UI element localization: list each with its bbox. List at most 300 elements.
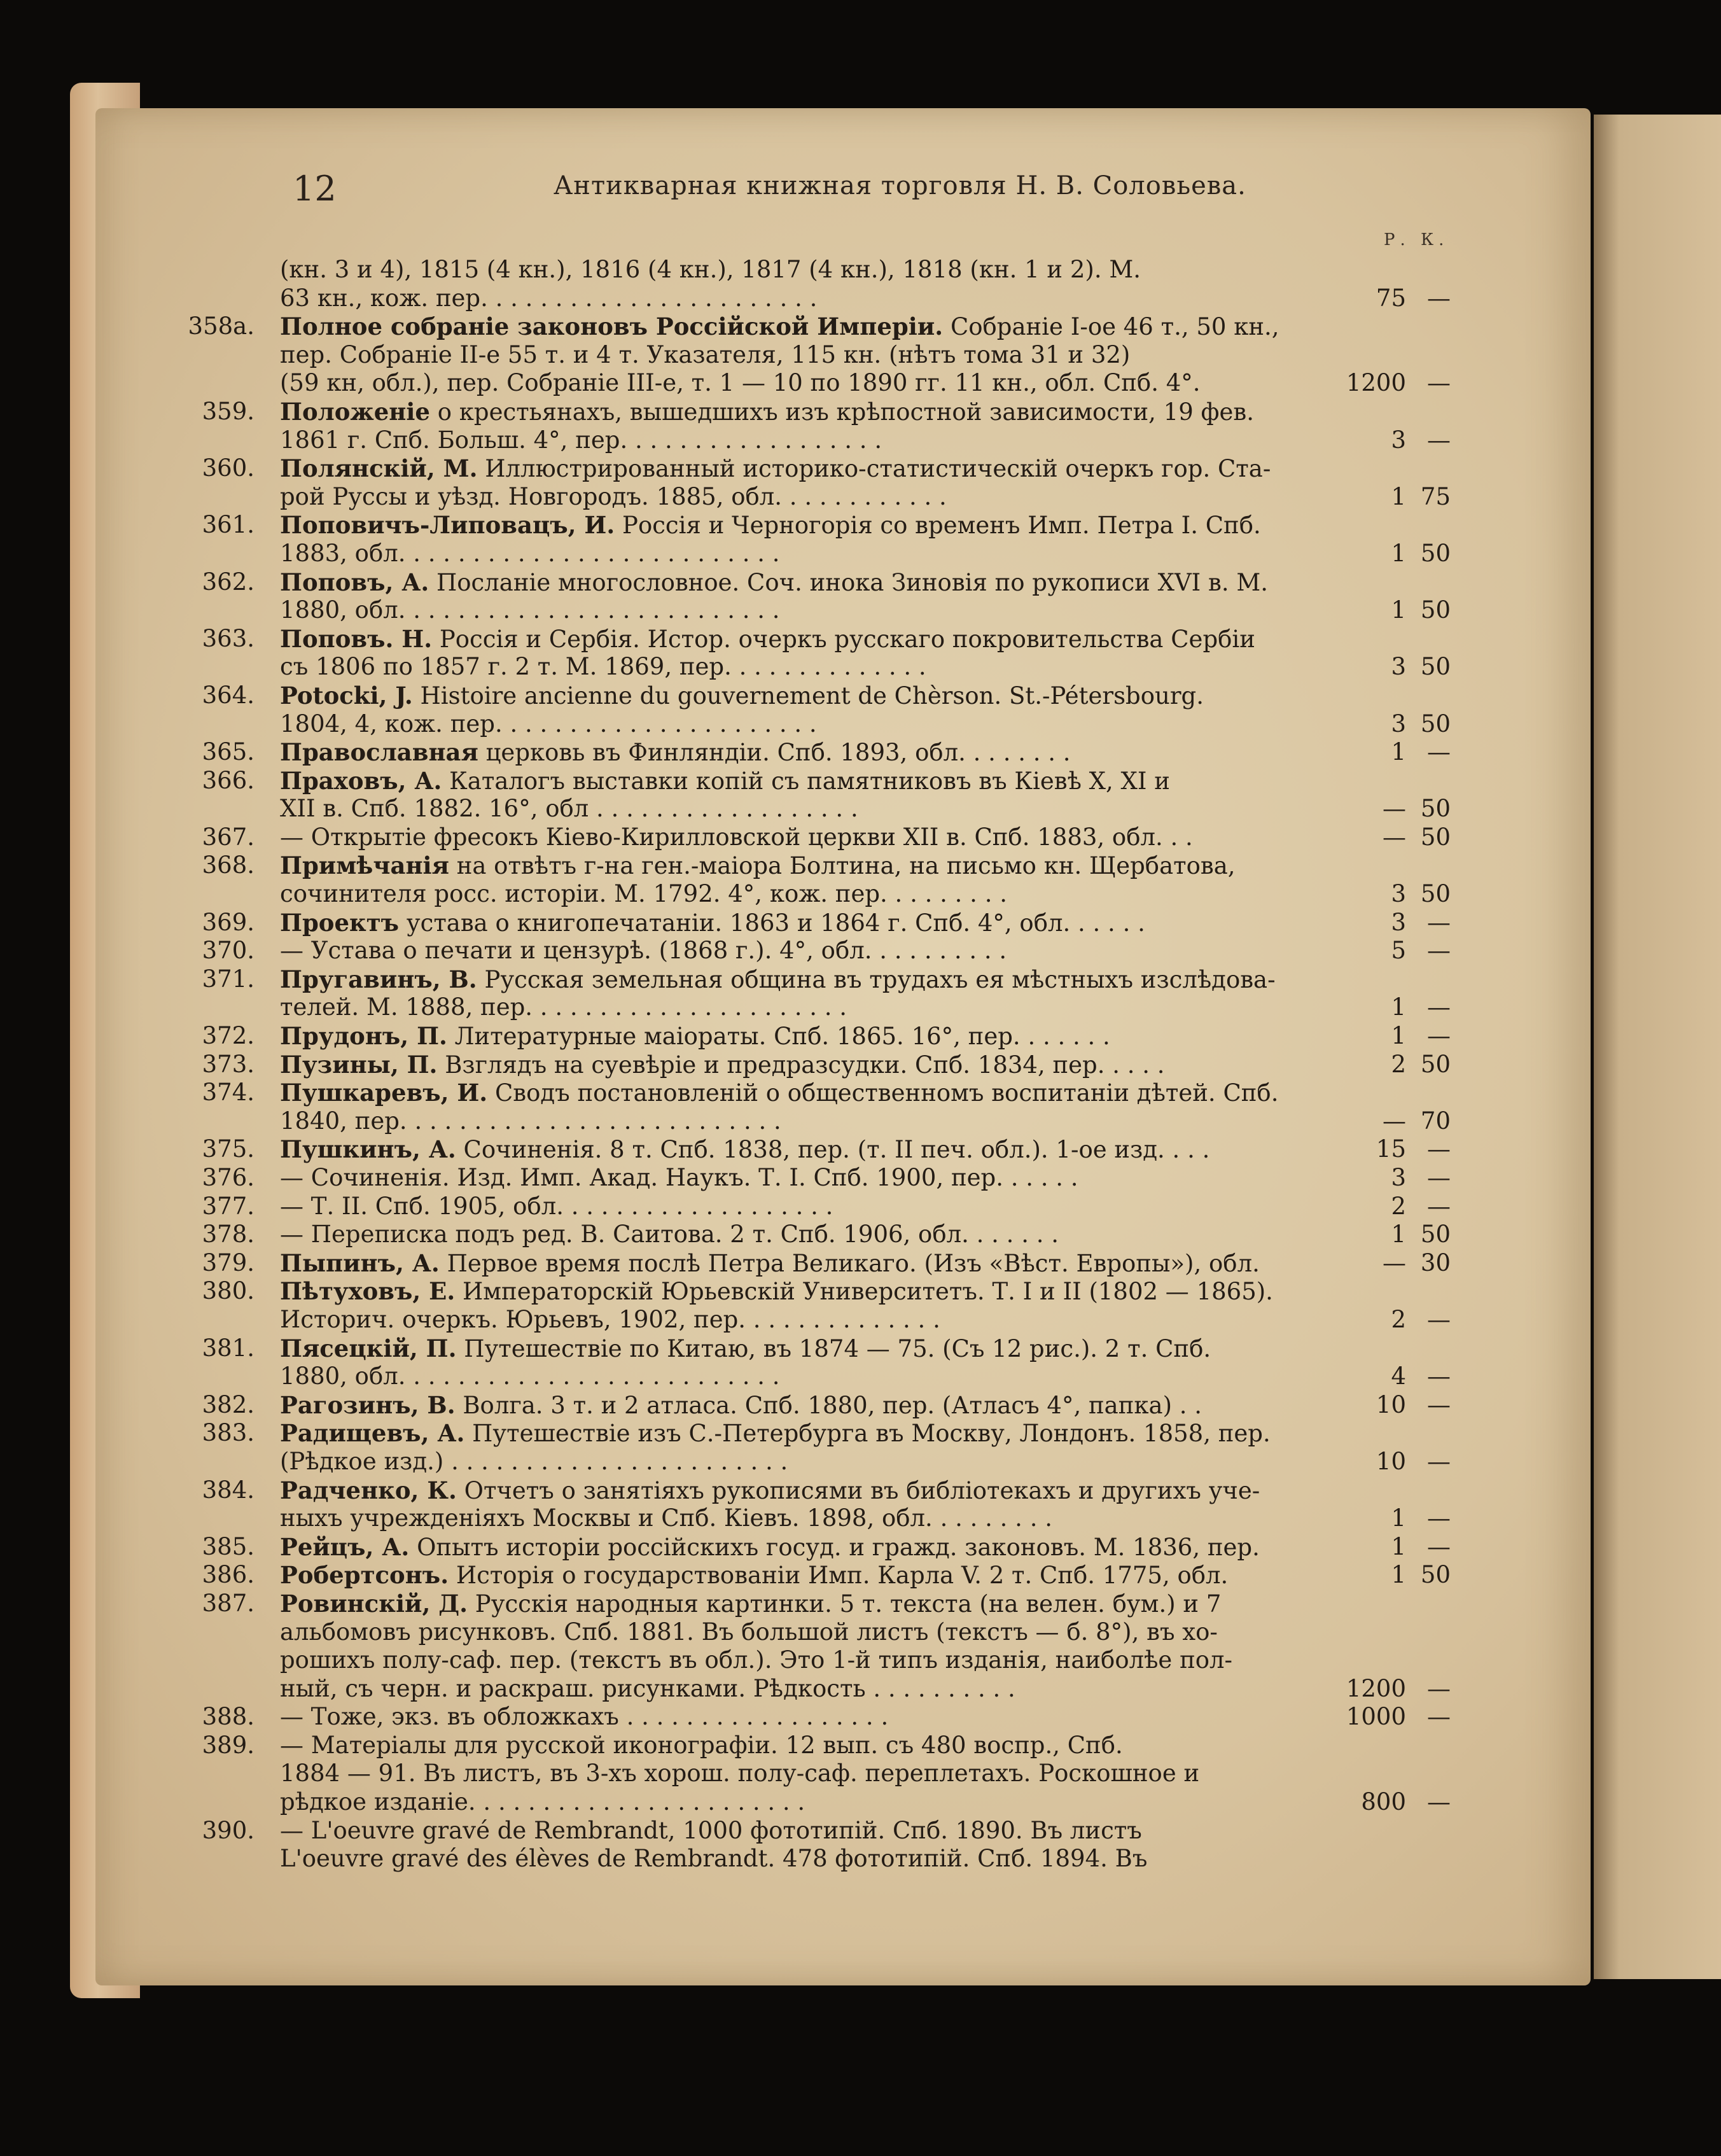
price-kopecks: 30: [1420, 1249, 1451, 1277]
price-rubles: 3: [1391, 908, 1406, 936]
entry-author: Potocki, J.: [280, 681, 413, 710]
entry-number: 369.: [202, 908, 254, 936]
price-rubles: 5: [1391, 937, 1406, 965]
entry-price: [1336, 1249, 1451, 1278]
entry-number: 374.: [202, 1079, 254, 1107]
entry-line: [202, 1561, 1451, 1590]
entry-text: Пясецкій, П. Путешествіе по Китаю, въ 1874 — 75. (Съ 12 рис.). 2 т. Спб.: [280, 1334, 1211, 1362]
price-kopecks: —: [1427, 369, 1451, 397]
price-kopecks: 50: [1420, 539, 1451, 567]
entry-text: альбомовъ рисунковъ. Спб. 1881. Въ большой листъ (текстъ — б. 8°), въ хо-: [280, 1618, 1218, 1646]
price-kopecks: —: [1427, 1362, 1451, 1390]
entry-price: [1336, 369, 1451, 398]
price-rubles: 1: [1391, 1221, 1406, 1249]
entry-number: 367.: [202, 823, 254, 851]
entry-line: [202, 568, 1451, 597]
entry-text: Пругавинъ, В. Русская земельная община въ трудахъ ея мѣстныхъ изслѣдова-: [280, 965, 1276, 993]
entry-text: 1880, обл. . . . . . . . . . . . . . . . . . . . . . . . . .: [280, 596, 780, 624]
entry-author: Православная: [280, 738, 478, 767]
entry-price: [1336, 1675, 1451, 1704]
entry-text: 1861 г. Спб. Больш. 4°, пер. . . . . . . . . . . . . . . . . .: [280, 426, 882, 454]
entry-line: [202, 1589, 1451, 1618]
catalog-entry: [202, 965, 1451, 1022]
entry-line: [280, 1760, 1451, 1788]
entry-price: [1336, 653, 1451, 682]
entry-number: 360.: [202, 454, 254, 482]
entry-line: [202, 1390, 1451, 1420]
entry-line: [202, 851, 1451, 880]
entry-price: [1336, 596, 1451, 625]
entry-price: [1336, 1107, 1451, 1136]
catalog-entry: [202, 1022, 1451, 1051]
entry-author: Примѣчанія: [280, 851, 449, 880]
entry-line: [202, 1419, 1451, 1448]
entry-number: 371.: [202, 965, 254, 993]
price-kopecks: —: [1427, 1674, 1451, 1702]
catalog-entry: [202, 1816, 1451, 1873]
entry-line: [202, 1476, 1451, 1505]
entry-text: 1883, обл. . . . . . . . . . . . . . . . . . . . . . . . . .: [280, 539, 780, 567]
entry-line: [280, 1788, 1451, 1817]
entry-number: 381.: [202, 1334, 254, 1362]
price-rubles: 3: [1391, 653, 1406, 681]
entry-text: 1880, обл. . . . . . . . . . . . . . . . . . . . . . . . . .: [280, 1362, 780, 1390]
entry-text: 1840, пер. . . . . . . . . . . . . . . . . . . . . . . . . .: [280, 1107, 781, 1135]
price-kopecks: —: [1427, 1192, 1451, 1220]
entry-text: — Переписка подъ ред. В. Саитова. 2 т. Спб. 1906, обл. . . . . . .: [280, 1221, 1059, 1249]
price-kopecks: 50: [1420, 1221, 1451, 1249]
entry-text: 1804, 4, кож. пер. . . . . . . . . . . . . . . . . . . . . .: [280, 710, 817, 738]
entry-line: [202, 1022, 1451, 1051]
catalog-entry: [202, 1390, 1451, 1420]
entry-line: [202, 908, 1451, 937]
entry-text: Пѣтуховъ, Е. Императорскій Юрьевскій Университетъ. Т. I и II (1802 — 1865).: [280, 1277, 1273, 1306]
entry-number: 390.: [202, 1816, 254, 1844]
entry-line: [280, 1448, 1451, 1476]
entry-line: [188, 312, 1451, 341]
entry-text: — Сочиненія. Изд. Имп. Акад. Наукъ. Т. I. Спб. 1900, пер. . . . . .: [280, 1164, 1078, 1191]
entry-line: [202, 681, 1451, 710]
entry-price: [1336, 1362, 1451, 1391]
catalog-entry: [188, 312, 1451, 398]
entry-author: Радищевъ, А.: [280, 1419, 465, 1448]
entry-price: [1336, 1051, 1451, 1079]
entry-number: 383.: [202, 1419, 254, 1447]
entry-number: 364.: [202, 681, 254, 709]
entry-number: 376.: [202, 1164, 254, 1191]
price-kopecks: —: [1427, 738, 1451, 766]
price-kopecks: 75: [1420, 482, 1451, 510]
entry-text: рошихъ полу-саф. пер. (текстъ въ обл.). Это 1-й типъ изданія, наиболѣе пол-: [280, 1646, 1233, 1674]
entry-author: Робертсонъ.: [280, 1561, 449, 1590]
entry-number: 388.: [202, 1703, 254, 1731]
entry-author: Пушкинъ, А.: [280, 1135, 456, 1164]
entry-text: — Устава о печати и цензурѣ. (1868 г.). 4°, обл. . . . . . . . . .: [280, 937, 1007, 965]
price-rubles: 800: [1361, 1788, 1406, 1816]
entry-price: [1336, 1788, 1451, 1817]
entry-line: [280, 1107, 1451, 1136]
price-kopecks: 70: [1420, 1107, 1451, 1135]
entry-line: [202, 511, 1451, 540]
entry-number: 377.: [202, 1192, 254, 1220]
entry-text: Поповичъ-Липовацъ, И. Россія и Черногорія со временъ Имп. Петра I. Спб.: [280, 511, 1261, 540]
entry-text: — Т. II. Спб. 1905, обл. . . . . . . . . . . . . . . . . . .: [280, 1192, 833, 1220]
entry-price: [1336, 823, 1451, 852]
entry-price: [1336, 1504, 1451, 1533]
catalog-entry: [202, 1277, 1451, 1334]
entry-line: [280, 284, 1451, 313]
entry-line: [202, 1135, 1451, 1164]
entry-number: 373.: [202, 1050, 254, 1078]
catalog-entry: [202, 681, 1451, 738]
entry-text: ныхъ учрежденіяхъ Москвы и Спб. Кіевъ. 1898, обл. . . . . . . . .: [280, 1504, 1052, 1532]
entry-line: [280, 1362, 1451, 1391]
catalog-entry: [202, 1192, 1451, 1221]
catalog-entry: [280, 256, 1451, 312]
entry-line: [280, 596, 1451, 625]
entry-line: [202, 1816, 1451, 1845]
entry-text: рѣдкое изданіе. . . . . . . . . . . . . . . . . . . . . . .: [280, 1788, 805, 1816]
entry-author: Рейцъ, А.: [280, 1532, 410, 1561]
entry-author: Праховъ, А.: [280, 766, 442, 795]
entry-line: [280, 1504, 1451, 1533]
entry-number: 380.: [202, 1277, 254, 1305]
price-rubles: 75: [1376, 284, 1406, 312]
entry-price: [1336, 1022, 1451, 1051]
entry-line: [280, 1306, 1451, 1334]
entry-line: [280, 1675, 1451, 1704]
entry-text: (59 кн, обл.), пер. Собраніе III-е, т. 1 — 10 по 1890 гг. 11 кн., обл. Спб. 4°.: [280, 369, 1201, 397]
entry-price: [1336, 1221, 1451, 1249]
price-rubles: 1: [1391, 539, 1406, 567]
price-rubles: 10: [1376, 1390, 1406, 1418]
catalog-entry: [202, 1050, 1451, 1079]
price-rubles: —: [1383, 823, 1406, 851]
entry-text: Праховъ, А. Каталогъ выставки копій съ памятниковъ въ Кіевѣ X, XI и: [280, 766, 1170, 795]
entry-text: Полянскій, М. Иллюстрированный историко-статистическій очеркъ гор. Ста-: [280, 454, 1271, 483]
entry-line: [202, 1221, 1451, 1249]
catalog-entry: [202, 1731, 1451, 1817]
price-rubles: 3: [1391, 426, 1406, 454]
entry-author: Пузины, П.: [280, 1050, 438, 1079]
entry-line: [280, 993, 1451, 1022]
entry-line: [280, 1646, 1451, 1675]
entry-line: [202, 1277, 1451, 1306]
catalog-entry: [202, 1589, 1451, 1703]
price-rubles: 2: [1391, 1050, 1406, 1078]
entry-text: Проектъ устава о книгопечатаніи. 1863 и 1864 г. Спб. 4°, обл. . . . . .: [280, 908, 1145, 937]
entry-price: [1336, 909, 1451, 937]
entry-text: XII в. Спб. 1882. 16°, обл . . . . . . . . . . . . . . . . . .: [280, 795, 858, 823]
page-header: [197, 169, 1470, 213]
entry-text: Полное собраніе законовъ Россійской Имперіи. Собраніе I-ое 46 т., 50 кн.,: [280, 312, 1279, 341]
price-kopecks: 50: [1420, 1050, 1451, 1078]
entry-price: [1336, 1533, 1451, 1562]
entry-line: [202, 454, 1451, 483]
entry-text: Православная церковь въ Финляндіи. Спб. 1893, обл. . . . . . . .: [280, 738, 1071, 767]
entry-number: 365.: [202, 738, 254, 766]
catalog-entry: [202, 511, 1451, 568]
page-number: 12: [293, 169, 337, 209]
catalog-entry: [202, 766, 1451, 823]
entry-line: [202, 823, 1451, 852]
entry-line: [202, 937, 1451, 965]
catalog-entry: [202, 1135, 1451, 1164]
entry-author: Радченко, К.: [280, 1476, 457, 1504]
entry-number: 382.: [202, 1390, 254, 1418]
entry-line: [280, 1845, 1451, 1873]
catalog-entry: [202, 1221, 1451, 1249]
price-rubles: 1200: [1346, 1674, 1406, 1702]
catalog-entry: [202, 851, 1451, 908]
catalog-listing: [188, 256, 1451, 1873]
catalog-entry: [202, 1334, 1451, 1391]
entry-text: L'oeuvre gravé des élèves de Rembrandt. 478 фототипій. Спб. 1894. Въ: [280, 1845, 1148, 1873]
entry-price: [1336, 1391, 1451, 1420]
entry-author: Поповъ. Н.: [280, 624, 433, 653]
catalog-entry: [202, 738, 1451, 767]
entry-text: Пушкаревъ, И. Сводъ постановленій о общественномъ воспитаніи дѣтей. Спб.: [280, 1079, 1279, 1107]
price-kopecks: 50: [1420, 653, 1451, 681]
entry-text: Положеніе о крестьянахъ, вышедшихъ изъ крѣпостной зависимости, 19 фев.: [280, 397, 1254, 426]
catalog-entry: [202, 1561, 1451, 1590]
entry-number: 387.: [202, 1589, 254, 1617]
entry-line: [280, 540, 1451, 568]
entry-author: Пругавинъ, В.: [280, 965, 477, 993]
entry-price: [1336, 483, 1451, 512]
entry-text: Рейцъ, А. Опытъ исторіи россійскихъ госуд. и гражд. законовъ. М. 1836, пер.: [280, 1532, 1260, 1561]
entry-price: [1336, 426, 1451, 455]
entry-text: — Открытіе фресокъ Кіево-Кирилловской церкви XII в. Спб. 1883, обл. . .: [280, 823, 1193, 851]
entry-text: 63 кн., кож. пер. . . . . . . . . . . . . . . . . . . . . . .: [280, 284, 818, 312]
entry-text: Радченко, К. Отчетъ о занятіяхъ рукописями въ библіотекахъ и другихъ уче-: [280, 1476, 1260, 1504]
price-rubles: 1000: [1346, 1703, 1406, 1731]
entry-line: [280, 795, 1451, 823]
entry-text: Potocki, J. Histoire ancienne du gouvernement de Chèrson. St.-Pétersbourg.: [280, 681, 1204, 710]
entry-price: [1336, 795, 1451, 823]
entry-text: ный, съ черн. и раскраш. рисунками. Рѣдкость . . . . . . . . . .: [280, 1674, 1015, 1702]
entry-line: [202, 1334, 1451, 1363]
catalog-entry: [202, 1079, 1451, 1135]
entry-number: 372.: [202, 1022, 254, 1050]
entry-price: [1336, 1561, 1451, 1590]
price-kopecks: —: [1427, 937, 1451, 965]
price-rubles: 1: [1391, 596, 1406, 624]
entry-author: Пыпинъ, А.: [280, 1249, 440, 1277]
price-kopecks: 50: [1420, 823, 1451, 851]
entry-number: 385.: [202, 1532, 254, 1560]
entry-author: Прудонъ, П.: [280, 1022, 447, 1051]
entry-number: 359.: [202, 397, 254, 425]
entry-author: Положеніе: [280, 397, 430, 426]
entry-author: Полное собраніе законовъ Россійской Имперіи.: [280, 312, 944, 341]
entry-price: [1336, 993, 1451, 1022]
entry-price: [1336, 1135, 1451, 1164]
price-kopecks: —: [1427, 426, 1451, 454]
price-rubles: 1: [1391, 993, 1406, 1021]
price-column-header: Р. К.: [1384, 230, 1449, 249]
entry-line: [280, 426, 1451, 455]
price-kopecks: 50: [1420, 1561, 1451, 1589]
price-rubles: —: [1383, 1107, 1406, 1135]
price-rubles: 1: [1391, 1532, 1406, 1560]
price-rubles: 4: [1391, 1362, 1406, 1390]
entry-text: Прудонъ, П. Литературные маіораты. Спб. 1865. 16°, пер. . . . . . .: [280, 1022, 1110, 1051]
entry-price: [1336, 1448, 1451, 1476]
entry-number: 386.: [202, 1561, 254, 1589]
catalog-entry: [202, 823, 1451, 852]
entry-text: — Матеріалы для русской иконографіи. 12 вып. съ 480 воспр., Спб.: [280, 1731, 1123, 1759]
price-rubles: —: [1383, 795, 1406, 823]
price-kopecks: —: [1427, 284, 1451, 312]
catalog-entry: [202, 568, 1451, 625]
entry-number: 389.: [202, 1731, 254, 1759]
entry-line: [202, 1703, 1451, 1732]
price-rubles: 1: [1391, 482, 1406, 510]
entry-text: Рагозинъ, В. Волга. 3 т. и 2 атласа. Спб. 1880, пер. (Атласъ 4°, папка) . .: [280, 1390, 1202, 1419]
catalog-entry: [202, 1703, 1451, 1732]
price-rubles: 3: [1391, 710, 1406, 738]
entry-price: [1336, 540, 1451, 568]
price-rubles: 1: [1391, 1504, 1406, 1532]
entry-price: [1336, 1306, 1451, 1334]
price-kopecks: —: [1427, 1788, 1451, 1816]
price-kopecks: —: [1427, 1164, 1451, 1191]
price-rubles: 1: [1391, 738, 1406, 766]
entry-line: [280, 341, 1451, 370]
entry-text: Ровинскій, Д. Русскія народныя картинки. 5 т. текста (на велен. бум.) и 7: [280, 1589, 1222, 1618]
entry-number: 379.: [202, 1249, 254, 1277]
price-rubles: 10: [1376, 1447, 1406, 1475]
price-kopecks: 50: [1420, 880, 1451, 908]
price-rubles: 1200: [1346, 369, 1406, 397]
entry-text: — L'oeuvre gravé de Rembrandt, 1000 фототипій. Спб. 1890. Въ листъ: [280, 1816, 1142, 1844]
entry-author: Рагозинъ, В.: [280, 1390, 456, 1419]
entry-price: [1336, 1193, 1451, 1221]
entry-line: [280, 710, 1451, 739]
entry-author: Пушкаревъ, И.: [280, 1079, 488, 1107]
entry-text: (Рѣдкое изд.) . . . . . . . . . . . . . . . . . . . . . . .: [280, 1447, 788, 1475]
entry-number: 370.: [202, 937, 254, 965]
entry-line: [202, 1731, 1451, 1760]
price-rubles: 3: [1391, 880, 1406, 908]
entry-text: Примѣчанія на отвѣтъ г-на ген.-маіора Болтина, на письмо кн. Щербатова,: [280, 851, 1236, 880]
price-kopecks: —: [1427, 993, 1451, 1021]
price-kopecks: —: [1427, 1532, 1451, 1560]
price-rubles: 15: [1376, 1135, 1406, 1163]
entry-text: Пузины, П. Взглядъ на суевѣріе и предразсудки. Спб. 1834, пер. . . . .: [280, 1050, 1165, 1079]
entry-line: [202, 1079, 1451, 1107]
price-kopecks: —: [1427, 1135, 1451, 1163]
entry-text: 1884 — 91. Въ листъ, въ 3-хъ хорош. полу-саф. переплетахъ. Роскошное и: [280, 1760, 1200, 1788]
entry-number: 378.: [202, 1221, 254, 1249]
entry-text: — Тоже, экз. въ обложкахъ . . . . . . . . . . . . . . . . . .: [280, 1703, 889, 1731]
entry-text: Робертсонъ. Исторія о государствованіи Имп. Карла V. 2 т. Спб. 1775, обл.: [280, 1561, 1229, 1590]
price-kopecks: —: [1427, 1022, 1451, 1050]
entry-line: [202, 738, 1451, 767]
entry-price: [1336, 937, 1451, 965]
entry-line: [202, 1050, 1451, 1079]
entry-number: 375.: [202, 1135, 254, 1163]
price-kopecks: —: [1427, 908, 1451, 936]
entry-line: [280, 880, 1451, 909]
running-head: Антикварная книжная торговля Н. В. Соловьева.: [554, 171, 1246, 200]
catalog-entry: [202, 908, 1451, 937]
entry-line: [202, 624, 1451, 654]
entry-line: [202, 1164, 1451, 1193]
catalog-entry: [202, 1419, 1451, 1476]
entry-line: [202, 965, 1451, 994]
price-rubles: 1: [1391, 1022, 1406, 1050]
entry-author: Ровинскій, Д.: [280, 1589, 468, 1618]
entry-line: [280, 1618, 1451, 1647]
entry-text: Радищевъ, А. Путешествіе изъ С.-Петербурга въ Москву, Лондонъ. 1858, пер.: [280, 1419, 1271, 1448]
entry-number: 384.: [202, 1476, 254, 1504]
entry-author: Поповичъ-Липовацъ, И.: [280, 511, 615, 540]
entry-number: 363.: [202, 624, 254, 652]
entry-line: [280, 256, 1451, 284]
entry-number: 368.: [202, 851, 254, 879]
entry-price: [1336, 1703, 1451, 1732]
price-kopecks: 50: [1420, 710, 1451, 738]
entry-price: [1336, 1164, 1451, 1193]
entry-price: [1336, 284, 1451, 313]
price-kopecks: 50: [1420, 795, 1451, 823]
entry-text: Пушкинъ, А. Сочиненія. 8 т. Спб. 1838, пер. (т. II печ. обл.). 1-ое изд. . . .: [280, 1135, 1210, 1164]
entry-number: 361.: [202, 511, 254, 539]
entry-number: 358а.: [188, 312, 254, 340]
price-rubles: 2: [1391, 1192, 1406, 1220]
catalog-entry: [202, 454, 1451, 511]
entry-number: 362.: [202, 568, 254, 596]
entry-line: [202, 397, 1451, 426]
entry-text: Историч. очеркъ. Юрьевъ, 1902, пер. . . . . . . . . . . . . .: [280, 1305, 940, 1333]
entry-line: [202, 1192, 1451, 1221]
entry-price: [1336, 738, 1451, 767]
entry-text: рой Руссы и уѣзд. Новгородъ. 1885, обл. . . . . . . . . . . .: [280, 482, 947, 510]
entry-text: сочинителя росс. исторіи. М. 1792. 4°, кож. пер. . . . . . . . .: [280, 880, 1007, 908]
entry-text: Поповъ, А. Посланіе многословное. Соч. инока Зиновія по рукописи XVI в. М.: [280, 568, 1269, 596]
entry-line: [202, 1532, 1451, 1562]
entry-text: телей. М. 1888, пер. . . . . . . . . . . . . . . . . . . . . .: [280, 993, 847, 1021]
entry-author: Поповъ, А.: [280, 568, 429, 596]
entry-text: Пыпинъ, А. Первое время послѣ Петра Великаго. (Изъ «Вѣст. Европы»), обл.: [280, 1249, 1260, 1277]
price-kopecks: 50: [1420, 596, 1451, 624]
price-rubles: —: [1383, 1249, 1406, 1277]
entry-text: пер. Собраніе II-е 55 т. и 4 т. Указателя, 115 кн. (нѣтъ тома 31 и 32): [280, 340, 1131, 368]
catalog-entry: [202, 1532, 1451, 1562]
entry-text: Поповъ. Н. Россія и Сербія. Истор. очеркъ русскаго покровительства Сербіи: [280, 624, 1255, 653]
catalog-entry: [202, 1164, 1451, 1193]
price-kopecks: —: [1427, 1703, 1451, 1731]
price-rubles: 2: [1391, 1305, 1406, 1333]
catalog-entry: [202, 624, 1451, 682]
price-rubles: 3: [1391, 1164, 1406, 1191]
price-kopecks: —: [1427, 1305, 1451, 1333]
catalog-entry: [202, 1476, 1451, 1533]
entry-line: [280, 653, 1451, 682]
entry-author: Полянскій, М.: [280, 454, 478, 483]
entry-price: [1336, 710, 1451, 739]
entry-line: [202, 766, 1451, 795]
entry-text: съ 1806 по 1857 г. 2 т. М. 1869, пер. . . . . . . . . . . . . .: [280, 653, 926, 681]
price-rubles: 1: [1391, 1561, 1406, 1589]
entry-line: [280, 483, 1451, 512]
catalog-entry: [202, 397, 1451, 454]
catalog-entry: [202, 1249, 1451, 1278]
price-kopecks: —: [1427, 1447, 1451, 1475]
entry-text: (кн. 3 и 4), 1815 (4 кн.), 1816 (4 кн.), 1817 (4 кн.), 1818 (кн. 1 и 2). М.: [280, 256, 1141, 283]
